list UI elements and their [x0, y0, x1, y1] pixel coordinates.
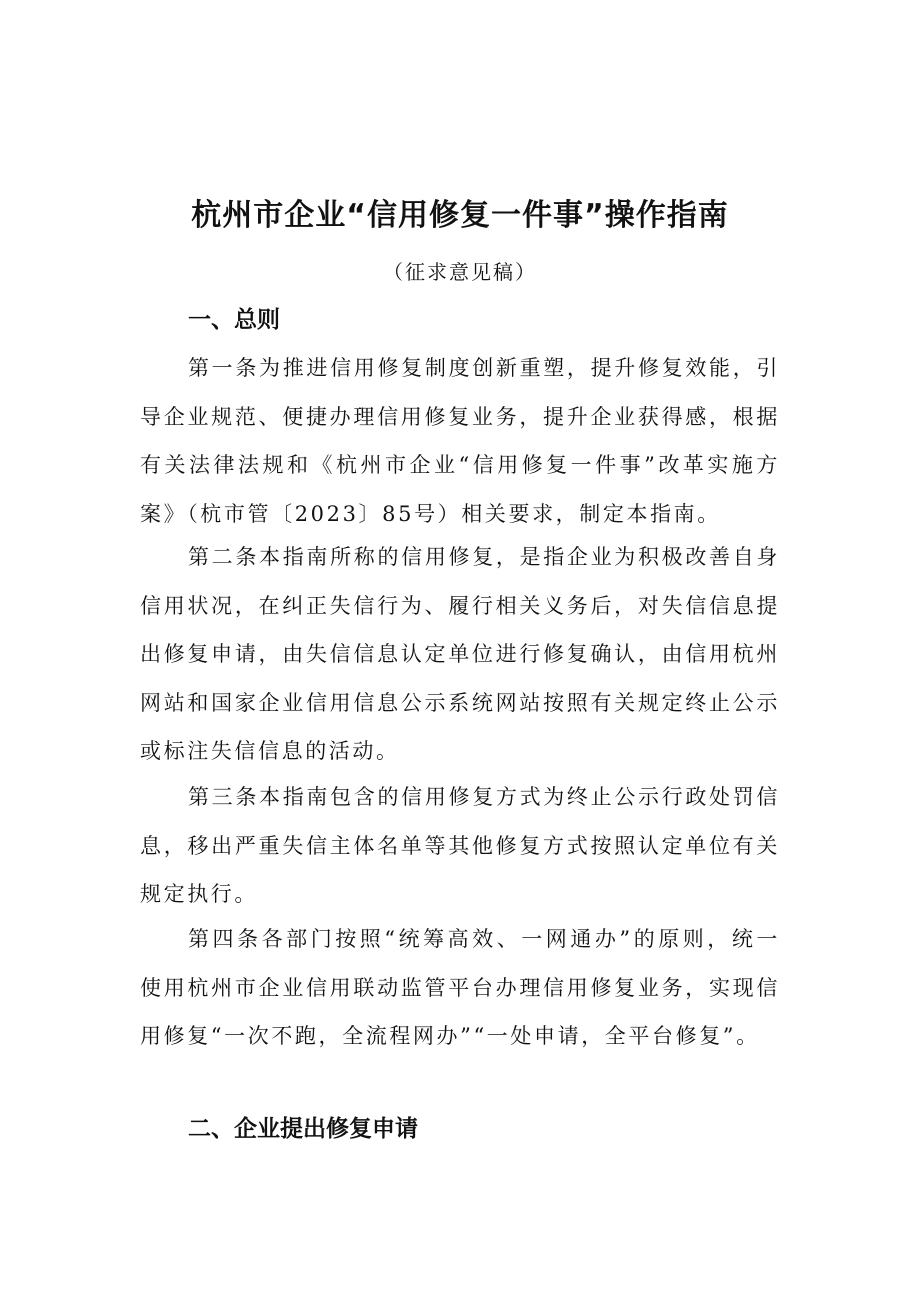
document-subtitle: （征求意见稿） [383, 260, 537, 284]
section-heading-general: 一、总则 [188, 307, 280, 333]
article-1-paragraph: 第一条为推进信用修复制度创新重塑，提升修复效能，引导企业规范、便捷办理信用修复业务，提升企业获得感，根据有关法律法规和《杭州市企业“信用修复一件事”改革实施方案》（杭市管〔2023〕85号）相关要求，制定本指南。 [140, 356, 780, 526]
document-title: 杭州市企业“信用修复一件事”操作指南 [191, 198, 729, 233]
section-heading-application: 二、企业提出修复申请 [188, 1116, 418, 1142]
article-4-paragraph: 第四条各部门按照“统筹高效、一网通办”的原则，统一使用杭州市企业信用联动监管平台办理信用修复业务，实现信用修复“一次不跑，全流程网办”“一处申请，全平台修复”。 [140, 927, 780, 1049]
article-3-paragraph: 第三条本指南包含的信用修复方式为终止公示行政处罚信息，移出严重失信主体名单等其他修复方式按照认定单位有关规定执行。 [140, 785, 780, 907]
article-2-paragraph: 第二条本指南所称的信用修复，是指企业为积极改善自身信用状况，在纠正失信行为、履行相关义务后，对失信信息提出修复申请，由失信信息认定单位进行修复确认，由信用杭州网站和国家企业信用信息公示系统网站按照有关规定终止公示或标注失信信息的活动。 [140, 545, 780, 764]
